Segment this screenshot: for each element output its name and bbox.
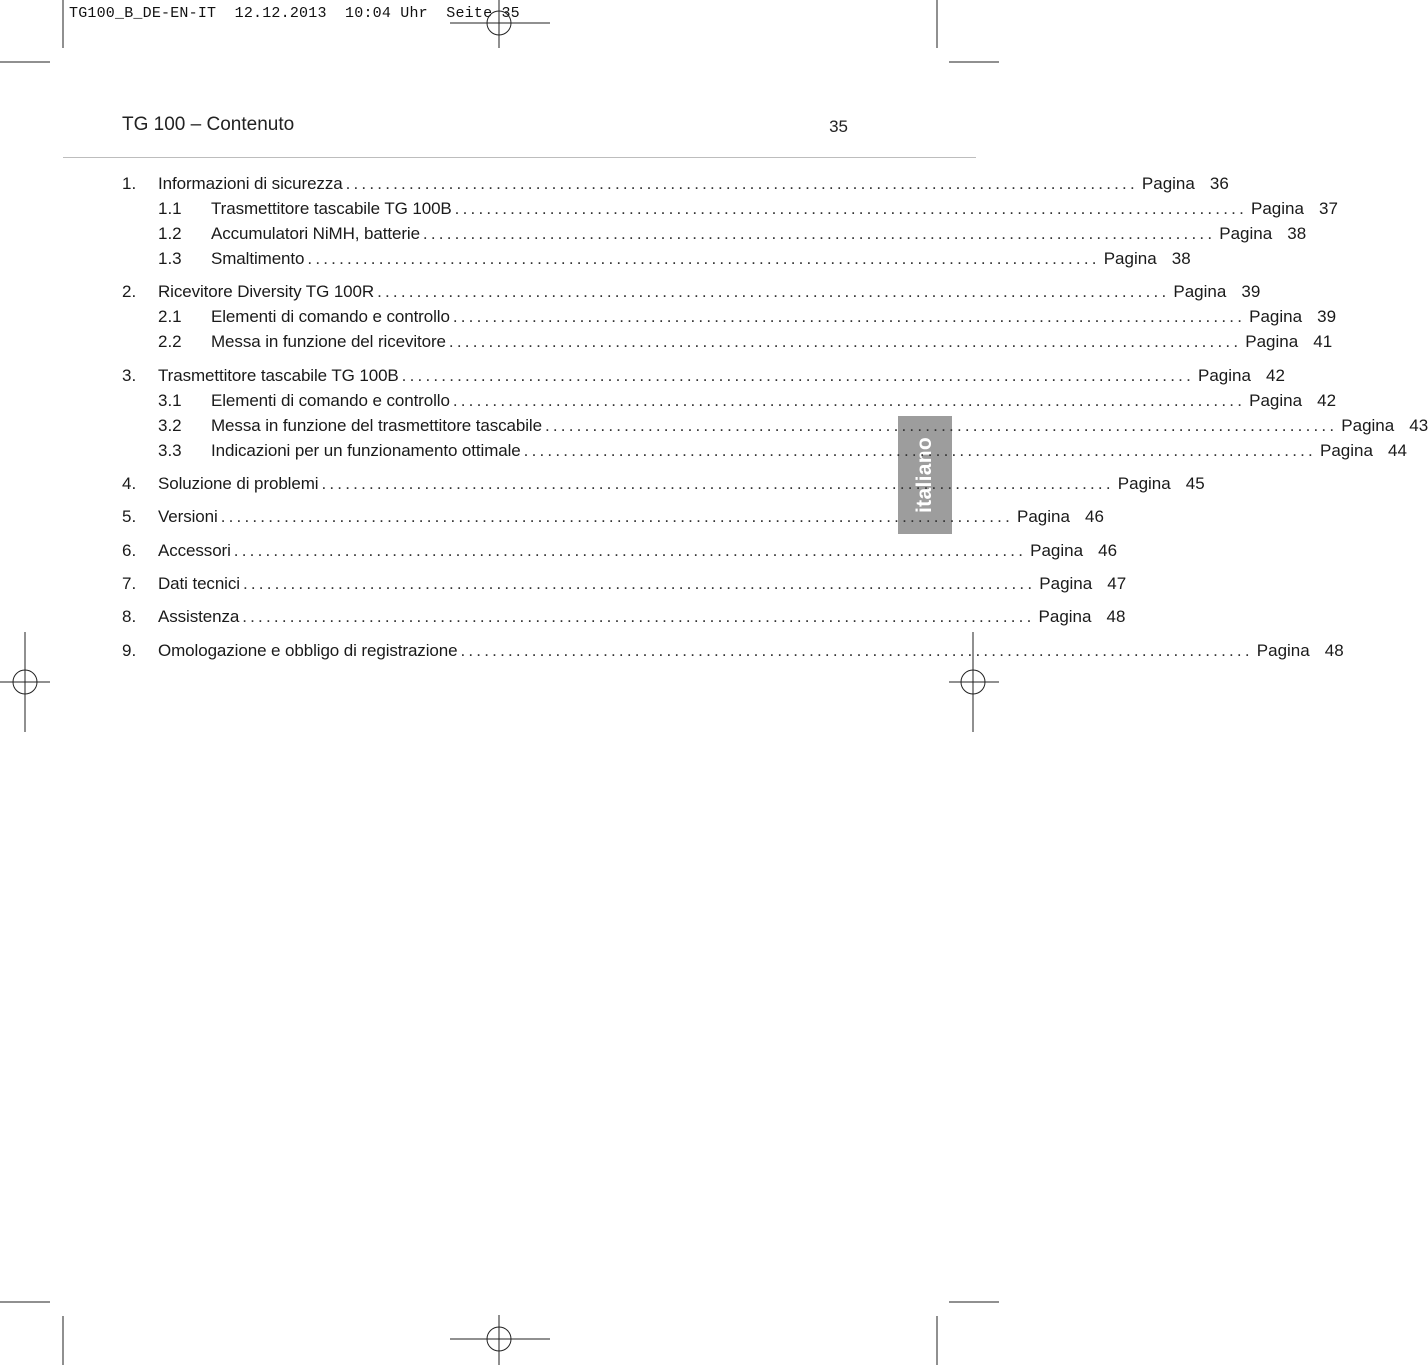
toc-entry-1[interactable]	[122, 174, 1229, 198]
toc-entry-number: 3.1	[158, 391, 182, 410]
toc-entry-title: Omologazione e obbligo di registrazione	[158, 641, 458, 660]
dot-leader: ....................................................................................................	[523, 441, 1316, 460]
toc-entry-3[interactable]	[122, 366, 1285, 390]
page-word: Pagina	[1198, 366, 1251, 385]
toc-entry-page: 36	[1209, 174, 1229, 193]
page-word: Pagina	[1341, 416, 1395, 435]
toc-entry-title: Versioni	[158, 507, 218, 526]
dot-leader: ....................................................................................................	[345, 174, 1138, 193]
toc-entry-number: 2.2	[158, 332, 182, 351]
page-word: Pagina	[1219, 224, 1273, 243]
toc-entry-3-2[interactable]	[158, 416, 1428, 440]
page-word: Pagina	[1251, 199, 1304, 218]
toc-entry-title: Dati tecnici	[158, 574, 240, 593]
toc-entry-title: Smaltimento	[211, 249, 305, 268]
toc-entry-1-3[interactable]	[158, 249, 1191, 273]
toc-entry-title: Accessori	[158, 541, 231, 560]
toc-entry-8[interactable]	[122, 607, 1126, 631]
toc-entry-number: 6.	[122, 541, 137, 560]
toc-entry-1-1[interactable]	[158, 199, 1338, 223]
toc-entry-4[interactable]	[122, 474, 1205, 498]
dot-leader: ....................................................................................................	[460, 641, 1253, 660]
toc-entry-page: 43	[1409, 416, 1428, 435]
toc-entry-page: 48	[1106, 607, 1126, 626]
toc-entry-title: Informazioni di sicurezza	[158, 174, 343, 193]
dot-leader: ....................................................................................................	[233, 541, 1027, 560]
toc-entry-page: 37	[1319, 199, 1338, 218]
toc-entry-5[interactable]	[122, 507, 1104, 531]
toc-entry-page: 46	[1098, 541, 1118, 560]
toc-entry-page: 42	[1317, 391, 1337, 410]
toc-entry-number: 2.	[122, 282, 137, 301]
toc-entry-1-2[interactable]	[158, 224, 1307, 248]
dot-leader: ....................................................................................................	[544, 416, 1338, 435]
toc-entry-page: 42	[1266, 366, 1285, 385]
toc-entry-3-1[interactable]	[158, 391, 1337, 415]
toc-entry-number: 4.	[122, 474, 137, 493]
toc-entry-page: 38	[1287, 224, 1307, 243]
dot-leader: ....................................................................................................	[452, 307, 1246, 326]
toc-entry-page: 46	[1085, 507, 1104, 526]
dot-leader: ....................................................................................................	[454, 199, 1247, 218]
toc-entry-title: Elementi di comando e controllo	[211, 391, 450, 410]
toc-entry-title: Soluzione di problemi	[158, 474, 319, 493]
page-title: TG 100 – Contenuto	[122, 114, 295, 135]
toc-entry-title: Trasmettitore tascabile TG 100B	[211, 199, 452, 218]
print-slug: TG100_B_DE-EN-IT 12.12.2013 10:04 Uhr Seite 35	[69, 5, 520, 22]
page-word: Pagina	[1039, 574, 1093, 593]
toc-entry-page: 41	[1313, 332, 1333, 351]
toc-entry-number: 3.2	[158, 416, 182, 435]
toc-entry-number: 1.3	[158, 249, 182, 268]
dot-leader: ....................................................................................................	[448, 332, 1242, 351]
page-word: Pagina	[1173, 282, 1227, 301]
dot-leader: ....................................................................................................	[220, 507, 1014, 526]
toc-entry-3-3[interactable]	[158, 441, 1407, 465]
toc-entry-title: Ricevitore Diversity TG 100R	[158, 282, 375, 301]
dot-leader: ....................................................................................................	[307, 249, 1100, 268]
toc-entry-page: 48	[1324, 641, 1344, 660]
toc-entry-title: Trasmettitore tascabile TG 100B	[158, 366, 399, 385]
toc-entry-2-1[interactable]	[158, 307, 1337, 331]
toc-entry-title: Indicazioni per un funzionamento ottimale	[211, 441, 521, 460]
toc-entry-number: 1.1	[158, 199, 182, 218]
toc-entry-number: 5.	[122, 507, 137, 526]
toc-entry-9[interactable]	[122, 641, 1344, 665]
toc-entry-number: 1.	[122, 174, 137, 193]
toc-entry-7[interactable]	[122, 574, 1127, 598]
page-number: 35	[829, 117, 848, 136]
toc-entry-page: 44	[1388, 441, 1407, 460]
dot-leader: ....................................................................................................	[321, 474, 1114, 493]
dot-leader: ....................................................................................................	[377, 282, 1170, 301]
page-word: Pagina	[1249, 307, 1303, 326]
toc-entry-title: Assistenza	[158, 607, 240, 626]
page-word: Pagina	[1249, 391, 1303, 410]
toc-entry-page: 47	[1107, 574, 1127, 593]
page-word: Pagina	[1319, 441, 1373, 460]
toc-entry-page: 39	[1241, 282, 1261, 301]
toc-entry-page: 38	[1171, 249, 1191, 268]
page-word: Pagina	[1117, 474, 1171, 493]
page-word: Pagina	[1030, 541, 1084, 560]
toc-entry-number: 3.3	[158, 441, 182, 460]
toc-entry-number: 9.	[122, 641, 137, 660]
page-word: Pagina	[1141, 174, 1195, 193]
dot-leader: ....................................................................................................	[452, 391, 1246, 410]
toc-entry-6[interactable]	[122, 541, 1118, 565]
toc-entry-page: 45	[1185, 474, 1205, 493]
toc-entry-title: Accumulatori NiMH, batterie	[211, 224, 420, 243]
toc-entry-title: Messa in funzione del ricevitore	[211, 332, 446, 351]
page-word: Pagina	[1017, 507, 1070, 526]
toc-entry-number: 1.2	[158, 224, 182, 243]
dot-leader: ....................................................................................................	[242, 607, 1035, 626]
toc-entry-number: 2.1	[158, 307, 182, 326]
dot-leader: ....................................................................................................	[401, 366, 1194, 385]
dot-leader: ....................................................................................................	[422, 224, 1216, 243]
language-tab-label: italiano	[913, 437, 936, 513]
toc-entry-2-2[interactable]	[158, 332, 1333, 356]
page-word: Pagina	[1256, 641, 1310, 660]
toc-entry-page: 39	[1317, 307, 1337, 326]
toc-entry-number: 3.	[122, 366, 137, 385]
toc-entry-number: 7.	[122, 574, 137, 593]
toc-entry-number: 8.	[122, 607, 137, 626]
header-rule	[63, 157, 976, 158]
toc-entry-title: Messa in funzione del trasmettitore tascabile	[211, 416, 542, 435]
page-word: Pagina	[1103, 249, 1157, 268]
toc-entry-title: Elementi di comando e controllo	[211, 307, 450, 326]
page-word: Pagina	[1038, 607, 1092, 626]
page-word: Pagina	[1245, 332, 1299, 351]
toc-entry-2[interactable]	[122, 282, 1261, 306]
dot-leader: ....................................................................................................	[242, 574, 1036, 593]
